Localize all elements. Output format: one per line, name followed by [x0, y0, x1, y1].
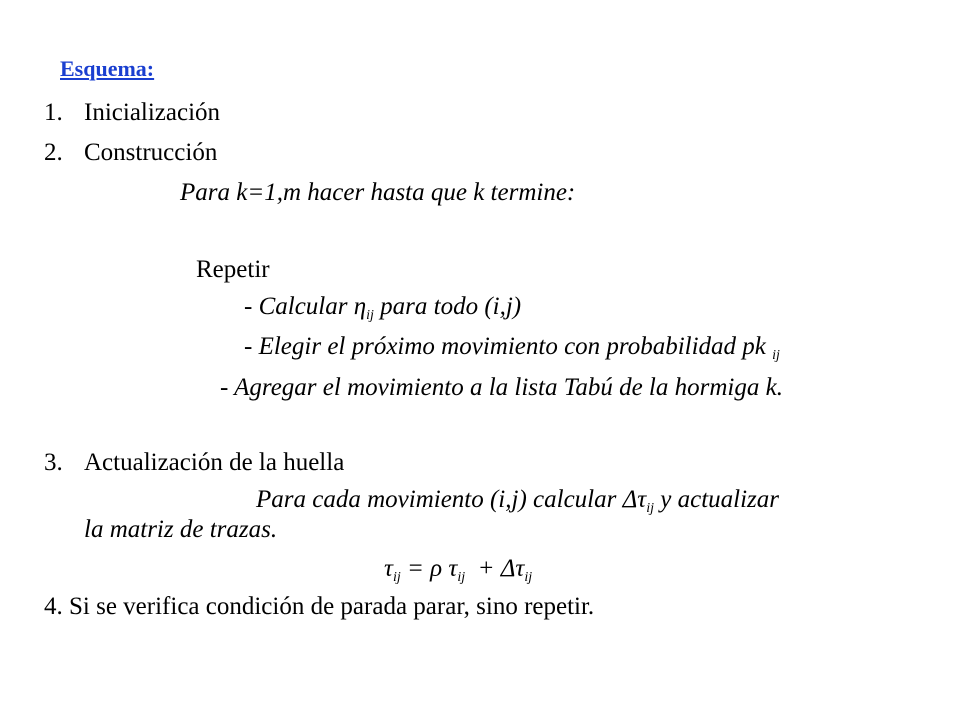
step-1 [44, 98, 220, 128]
step-3-label: Actualización de la huella [84, 449, 345, 476]
step-1-label: Inicialización [84, 99, 221, 126]
step-1-number: 1. [44, 99, 63, 126]
delta-tau-subscript-2: ij [524, 570, 533, 585]
update-line [256, 485, 779, 524]
step-2 [44, 138, 217, 168]
calculate-prefix: - Calcular [244, 293, 354, 320]
step-2-label: Construcción [84, 139, 218, 166]
tau-subscript-2: ij [457, 570, 466, 585]
choose-line [244, 332, 780, 371]
delta-tau-symbol-2: Δτ [500, 555, 525, 582]
delta-tau-subscript: ij [646, 501, 654, 516]
step-2-number: 2. [44, 139, 63, 166]
page-title: Esquema: [60, 56, 155, 81]
step-3 [44, 448, 344, 478]
eta-symbol: η [353, 293, 367, 320]
repeat-line: Repetir [196, 256, 270, 283]
rho-symbol: ρ [430, 555, 443, 582]
update-line-2: la matriz de trazas. [84, 516, 278, 543]
eta-subscript: ij [366, 308, 374, 323]
add-line: - Agregar el movimiento a la lista Tabú de la hormiga k. [220, 374, 783, 401]
choose-subscript: ij [772, 348, 780, 363]
update-formula [384, 554, 532, 593]
step-4: 4. Si se verifica condición de parada parar, sino repetir. [44, 593, 595, 620]
tau-subscript: ij [392, 570, 401, 585]
delta-tau-symbol: Δτ [622, 486, 647, 513]
loop-line: Para k=1,m hacer hasta que k termine: [180, 179, 576, 206]
tau-symbol: τ [384, 555, 393, 582]
step-3-number: 3. [44, 449, 63, 476]
choose-text: - Elegir el próximo movimiento con probabilidad pk [244, 333, 773, 360]
calculate-line [244, 292, 521, 331]
update-prefix: Para cada movimiento (i,j) calcular [256, 486, 623, 513]
equals-sign: = [400, 555, 431, 582]
calculate-suffix: para todo (i,j) [373, 293, 522, 320]
update-suffix: y actualizar [654, 486, 779, 513]
plus-sign: + [465, 555, 501, 582]
tau-symbol-2: τ [442, 555, 458, 582]
